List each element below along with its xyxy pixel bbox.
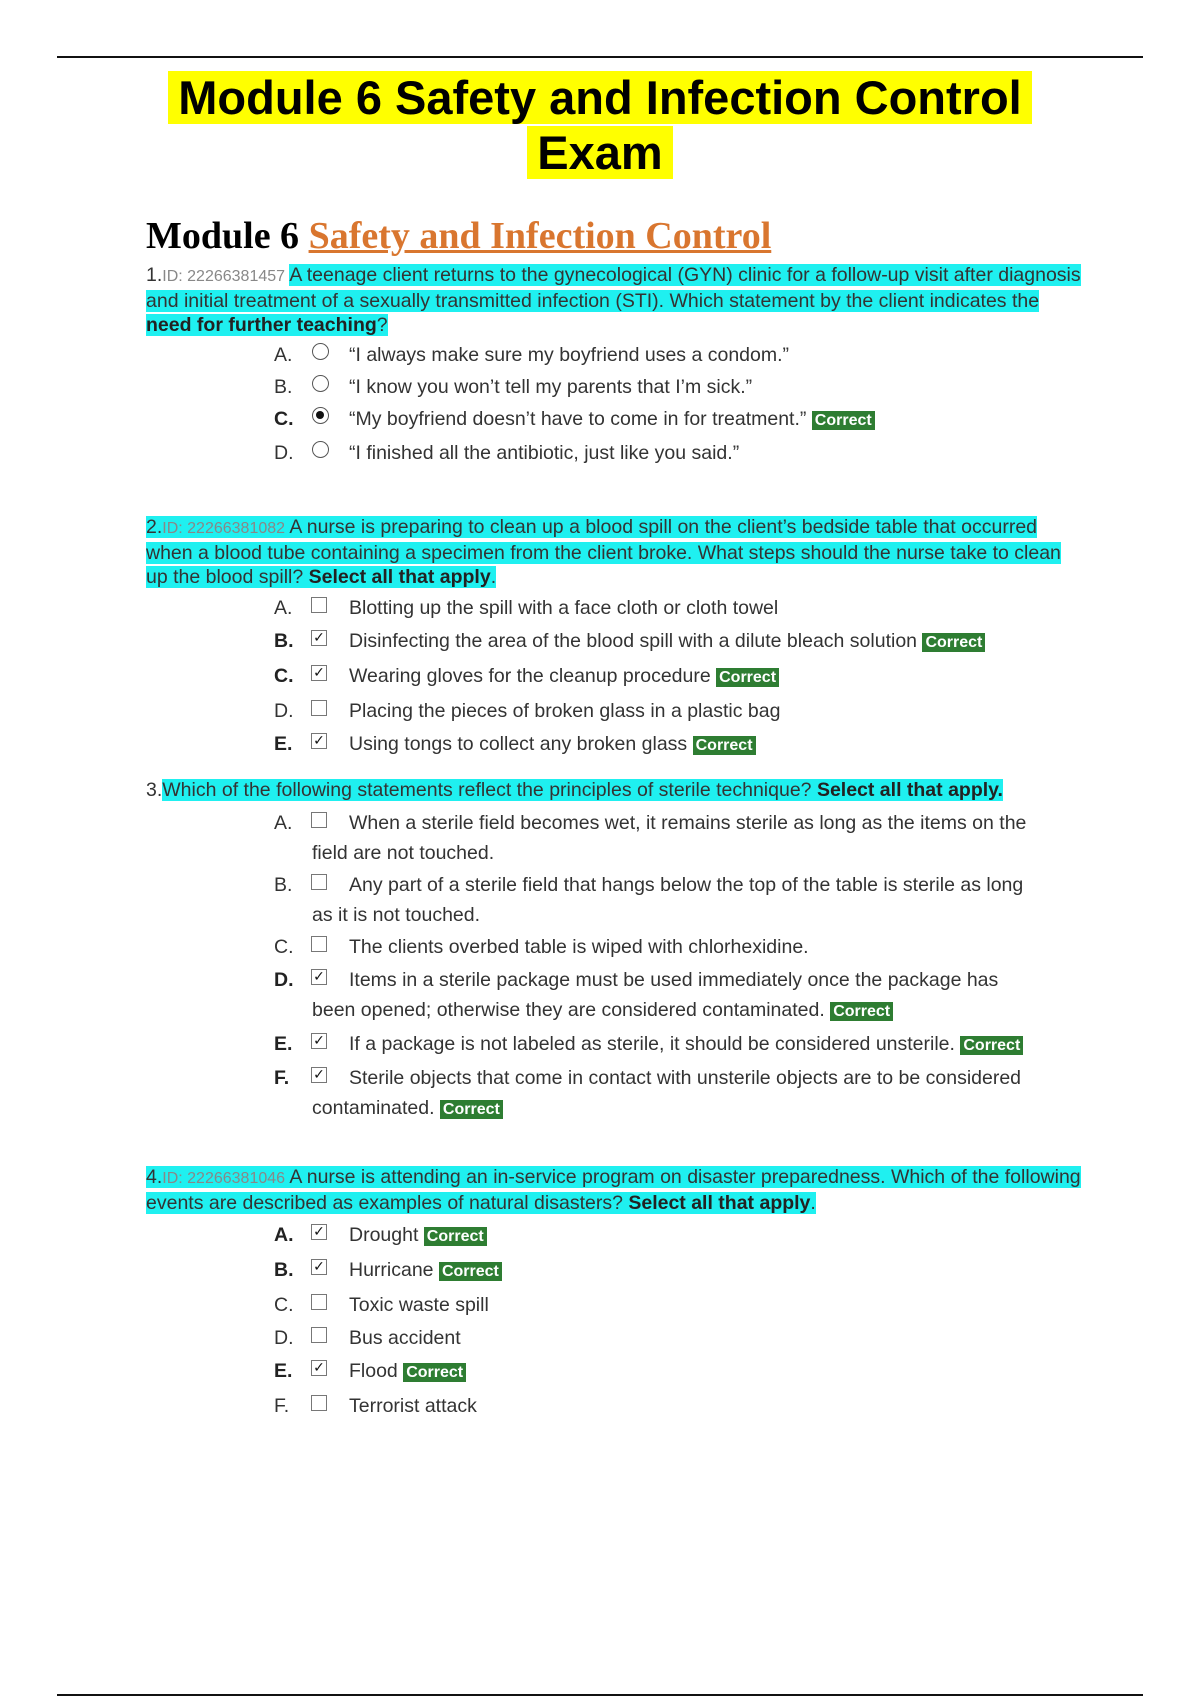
question-1 [146,263,1086,337]
title-line-1: Module 6 Safety and Infection Control [168,71,1031,124]
document-title [0,70,1200,180]
option-3f[interactable]: F. ✓ Sterile objects that come in contact with unsterile objects are to be considered contaminated. Correct [274,1066,1022,1119]
option-1b[interactable]: B. “I know you won’t tell my parents that I’m sick.” [274,376,753,398]
checkbox[interactable] [311,1395,327,1411]
question-text: A teenage client returns to the gynecological (GYN) clinic for a follow-up visit after diagnosis and initial treatment of a sexually transmitted infection (STI). Which statement by the client indicates the need for further teaching? [146,264,1081,336]
question-number: 4. [146,1166,163,1188]
title-line-2: Exam [527,126,672,179]
checkbox-checked[interactable]: ✓ [311,1033,327,1049]
option-3d[interactable]: D. ✓ Items in a sterile package must be used immediately once the package has been opened; otherwise they are considered contaminated. Correct [274,968,999,1021]
checkbox[interactable] [311,1294,327,1310]
question-3-options [274,808,1094,1125]
top-rule [57,56,1143,58]
checkbox-checked[interactable]: ✓ [311,1067,327,1083]
correct-badge: Correct [716,668,779,687]
radio-button[interactable] [312,343,329,360]
correct-badge: Correct [439,1262,502,1281]
question-3 [146,778,1086,802]
option-4e[interactable]: E. ✓ Flood Correct [274,1356,1094,1388]
option-2a[interactable]: A. Blotting up the spill with a face cloth or cloth towel [274,597,779,619]
option-3a[interactable]: A. When a sterile field becomes wet, it remains sterile as long as the items on the field are not touched. [274,812,1027,864]
checkbox-checked[interactable]: ✓ [311,665,327,681]
option-1a[interactable]: A. “I always make sure my boyfriend uses a condom.” [274,344,790,366]
checkbox-checked[interactable]: ✓ [311,1360,327,1376]
correct-badge: Correct [960,1036,1023,1055]
checkbox-checked[interactable]: ✓ [311,1259,327,1275]
option-4b[interactable]: B. ✓ Hurricane Correct [274,1255,1094,1287]
option-2e[interactable]: E. ✓ Using tongs to collect any broken glass Correct [274,729,1094,761]
correct-badge: Correct [403,1363,466,1382]
checkbox[interactable] [311,700,327,716]
checkbox[interactable] [311,597,327,613]
question-emphasis: Select all that apply [628,1192,811,1214]
module-heading [146,214,771,258]
module-prefix: Module 6 [146,215,300,257]
question-2-options [274,593,1094,761]
checkbox[interactable] [311,812,327,828]
question-emphasis: Select all that apply [308,566,491,588]
option-3c[interactable]: C. The clients overbed table is wiped with chlorhexidine. [274,936,809,958]
question-number: 3. [146,779,163,801]
option-4a[interactable]: A. ✓ Drought Correct [274,1220,1094,1252]
checkbox-checked[interactable]: ✓ [311,733,327,749]
option-4d[interactable]: D. Bus accident [274,1327,461,1349]
question-text: Which of the following statements reflect the principles of sterile technique? Select all that apply. [162,779,1003,801]
option-2d[interactable]: D. Placing the pieces of broken glass in a plastic bag [274,700,781,722]
option-3e[interactable]: E. ✓ If a package is not labeled as sterile, it should be considered unsterile. Correct [274,1029,1094,1061]
question-id: ID: 22266381046 [162,1170,286,1187]
bottom-rule [57,1694,1143,1696]
question-2 [146,515,1086,589]
option-1c[interactable]: C. “My boyfriend doesn’t have to come in for treatment.” Correct [274,404,1094,436]
checkbox[interactable] [311,936,327,952]
correct-badge: Correct [830,1002,893,1021]
correct-badge: Correct [812,411,875,430]
correct-badge: Correct [440,1100,503,1119]
option-4c[interactable]: C. Toxic waste spill [274,1294,489,1316]
radio-button-selected[interactable] [312,407,329,424]
radio-button[interactable] [312,375,329,392]
question-4 [146,1165,1086,1215]
question-1-options [274,340,1094,468]
question-id: ID: 22266381457 [162,268,286,285]
question-text: 4.ID: 22266381046 A nurse is attending an in-service program on disaster preparedness. Which of the following events are described as examples of natural disasters? Select all that apply. [146,1166,1081,1214]
checkbox[interactable] [311,874,327,890]
question-emphasis: Select all that apply. [816,779,1003,801]
question-text: 2.ID: 22266381082 A nurse is preparing to clean up a blood spill on the client’s bedside table that occurred when a blood tube containing a specimen from the client broke. What steps should the nurse take to clean up the blood spill? Select all that apply. [146,516,1061,588]
question-4-options [274,1220,1094,1421]
question-id: ID: 22266381082 [162,520,286,537]
option-3b[interactable]: B. Any part of a sterile field that hangs below the top of the table is sterile as long as it is not touched. [274,874,1024,926]
question-number: 1. [146,264,163,286]
question-emphasis: need for further teaching [146,314,377,336]
module-link[interactable]: Safety and Infection Control [308,215,772,257]
checkbox-checked[interactable]: ✓ [311,630,327,646]
question-number: 2. [146,516,163,538]
correct-badge: Correct [693,736,756,755]
correct-badge: Correct [922,633,985,652]
checkbox[interactable] [311,1327,327,1343]
checkbox-checked[interactable]: ✓ [311,969,327,985]
option-2c[interactable]: C. ✓ Wearing gloves for the cleanup procedure Correct [274,661,1094,693]
option-2b[interactable]: B. ✓ Disinfecting the area of the blood spill with a dilute bleach solution Correct [274,626,1094,658]
option-1d[interactable]: D. “I finished all the antibiotic, just like you said.” [274,442,740,464]
checkbox-checked[interactable]: ✓ [311,1224,327,1240]
radio-button[interactable] [312,441,329,458]
correct-badge: Correct [424,1227,487,1246]
option-4f[interactable]: F. Terrorist attack [274,1395,477,1417]
